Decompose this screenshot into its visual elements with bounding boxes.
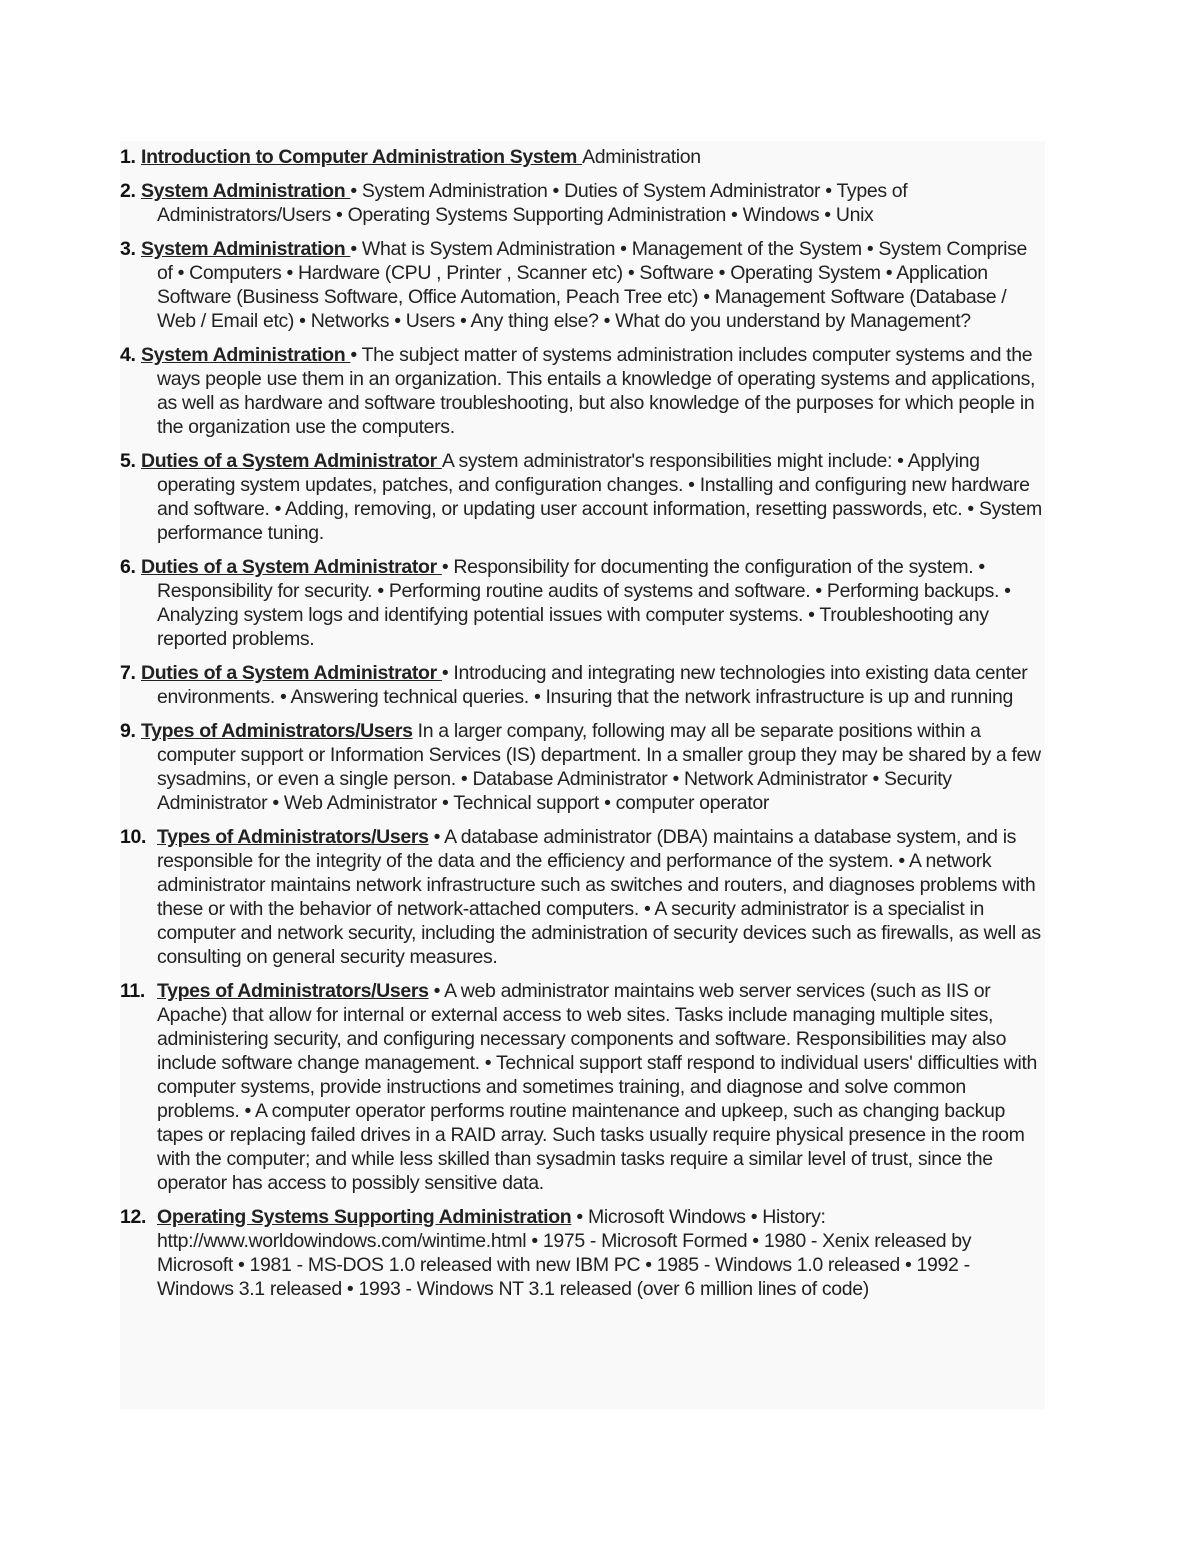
list-item [120,343,1045,439]
item-heading: System Administration [141,344,351,366]
item-heading: Types of Administrators/Users [157,980,429,1002]
item-number: 7. [120,662,136,684]
item-body: A system administrator's responsibilities might include: • Applying operating system updates, patches, and configuration changes. • Installing and configuring new hardware and software. • Adding, removing, or updating user account information, resetting passwords, etc. • System performance tuning. [157,450,1042,544]
item-heading: Duties of a System Administrator [141,450,442,472]
item-body: • The subject matter of systems administration includes computer systems and the ways people use them in an organization. This entails a knowledge of operating systems and applications, as well as hardware and software troubleshooting, but also knowledge of the purposes for which people in the organization use the computers. [157,344,1036,438]
item-heading: Introduction to Computer Administration System [141,146,583,168]
list-item [120,1205,1045,1301]
item-number: 12. [120,1206,147,1228]
item-number: 11. [120,980,145,1002]
numbered-list [120,145,1045,1311]
item-body: • Responsibility for documenting the configuration of the system. • Responsibility for security. • Performing routine audits of systems and software. • Performing backups. • Analyzing system logs and identifying potential issues with computer systems. • Troubleshooting any reported problems. [157,556,1011,650]
item-body: • A web administrator maintains web server services (such as IIS or Apache) that allow for internal or external access to web sites. Tasks include managing multiple sites, administering security, and configuring necessary components and software. Responsibilities may also include software change management. • Technical support staff respond to individual users' difficulties with computer systems, provide instructions and sometimes training, and diagnose and solve common problems. • A computer operator performs routine maintenance and upkeep, such as changing backup tapes or replacing failed drives in a RAID array. Such tasks usually require physical presence in the room with the computer; and while less skilled than sysadmin tasks require a similar level of trust, since the operator has access to possibly sensitive data. [157,980,1038,1194]
document-page [120,141,1045,1409]
item-heading: Operating Systems Supporting Administration [157,1206,572,1228]
item-heading: Duties of a System Administrator [141,662,442,684]
list-item [120,979,1045,1195]
item-number: 6. [120,556,136,578]
item-body: • System Administration • Duties of System Administrator • Types of Administrators/Users • Operating Systems Supporting Administration • Windows • Unix [157,180,908,226]
item-body: • Microsoft Windows • History: http://www.worldowindows.com/wintime.html • 1975 - Microsoft Formed • 1980 - Xenix released by Microsoft • 1981 - MS-DOS 1.0 released with new IBM PC • 1985 - Windows 1.0 released • 1992 - Windows 3.1 released • 1993 - Windows NT 3.1 released (over 6 million lines of code) [157,1206,972,1300]
list-item [120,237,1045,333]
item-number: 9. [120,720,136,742]
item-number: 10. [120,826,147,848]
item-body: In a larger company, following may all be separate positions within a computer support or Information Services (IS) department. In a smaller group they may be shared by a few sysadmins, or even a single person. • Database Administrator • Network Administrator • Security Administrator • Web Administrator • Technical support • computer operator [157,720,1041,814]
list-item [120,179,1045,227]
list-item [120,555,1045,651]
list-item [120,825,1045,969]
item-heading: System Administration [141,180,351,202]
item-body: • What is System Administration • Management of the System • System Comprise of • Computers • Hardware (CPU , Printer , Scanner etc) • Software • Operating System • Application Software (Business Software, Office Automation, Peach Tree etc) • Management Software (Database / Web / Email etc) • Networks • Users • Any thing else? • What do you understand by Management? [157,238,1028,332]
list-item [120,719,1045,815]
item-heading: Duties of a System Administrator [141,556,442,578]
item-heading: Types of Administrators/Users [141,720,413,742]
item-heading: System Administration [141,238,351,260]
item-heading: Types of Administrators/Users [157,826,429,848]
list-item [120,661,1045,709]
item-body: • A database administrator (DBA) maintains a database system, and is responsible for the integrity of the data and the efficiency and performance of the system. • A network administrator maintains network infrastructure such as switches and routers, and diagnoses problems with these or with the behavior of network-attached computers. • A security administrator is a specialist in computer and network security, including the administration of security devices such as firewalls, as well as consulting on general security measures. [157,826,1041,968]
item-body: Administration [582,146,701,168]
item-number: 5. [120,450,136,472]
item-body: • Introducing and integrating new technologies into existing data center environments. • Answering technical queries. • Insuring that the network infrastructure is up and running [157,662,1028,708]
item-number: 3. [120,238,136,260]
list-item [120,449,1045,545]
item-number: 4. [120,344,136,366]
item-number: 2. [120,180,136,202]
list-item [120,145,1045,169]
item-number: 1. [120,146,136,168]
